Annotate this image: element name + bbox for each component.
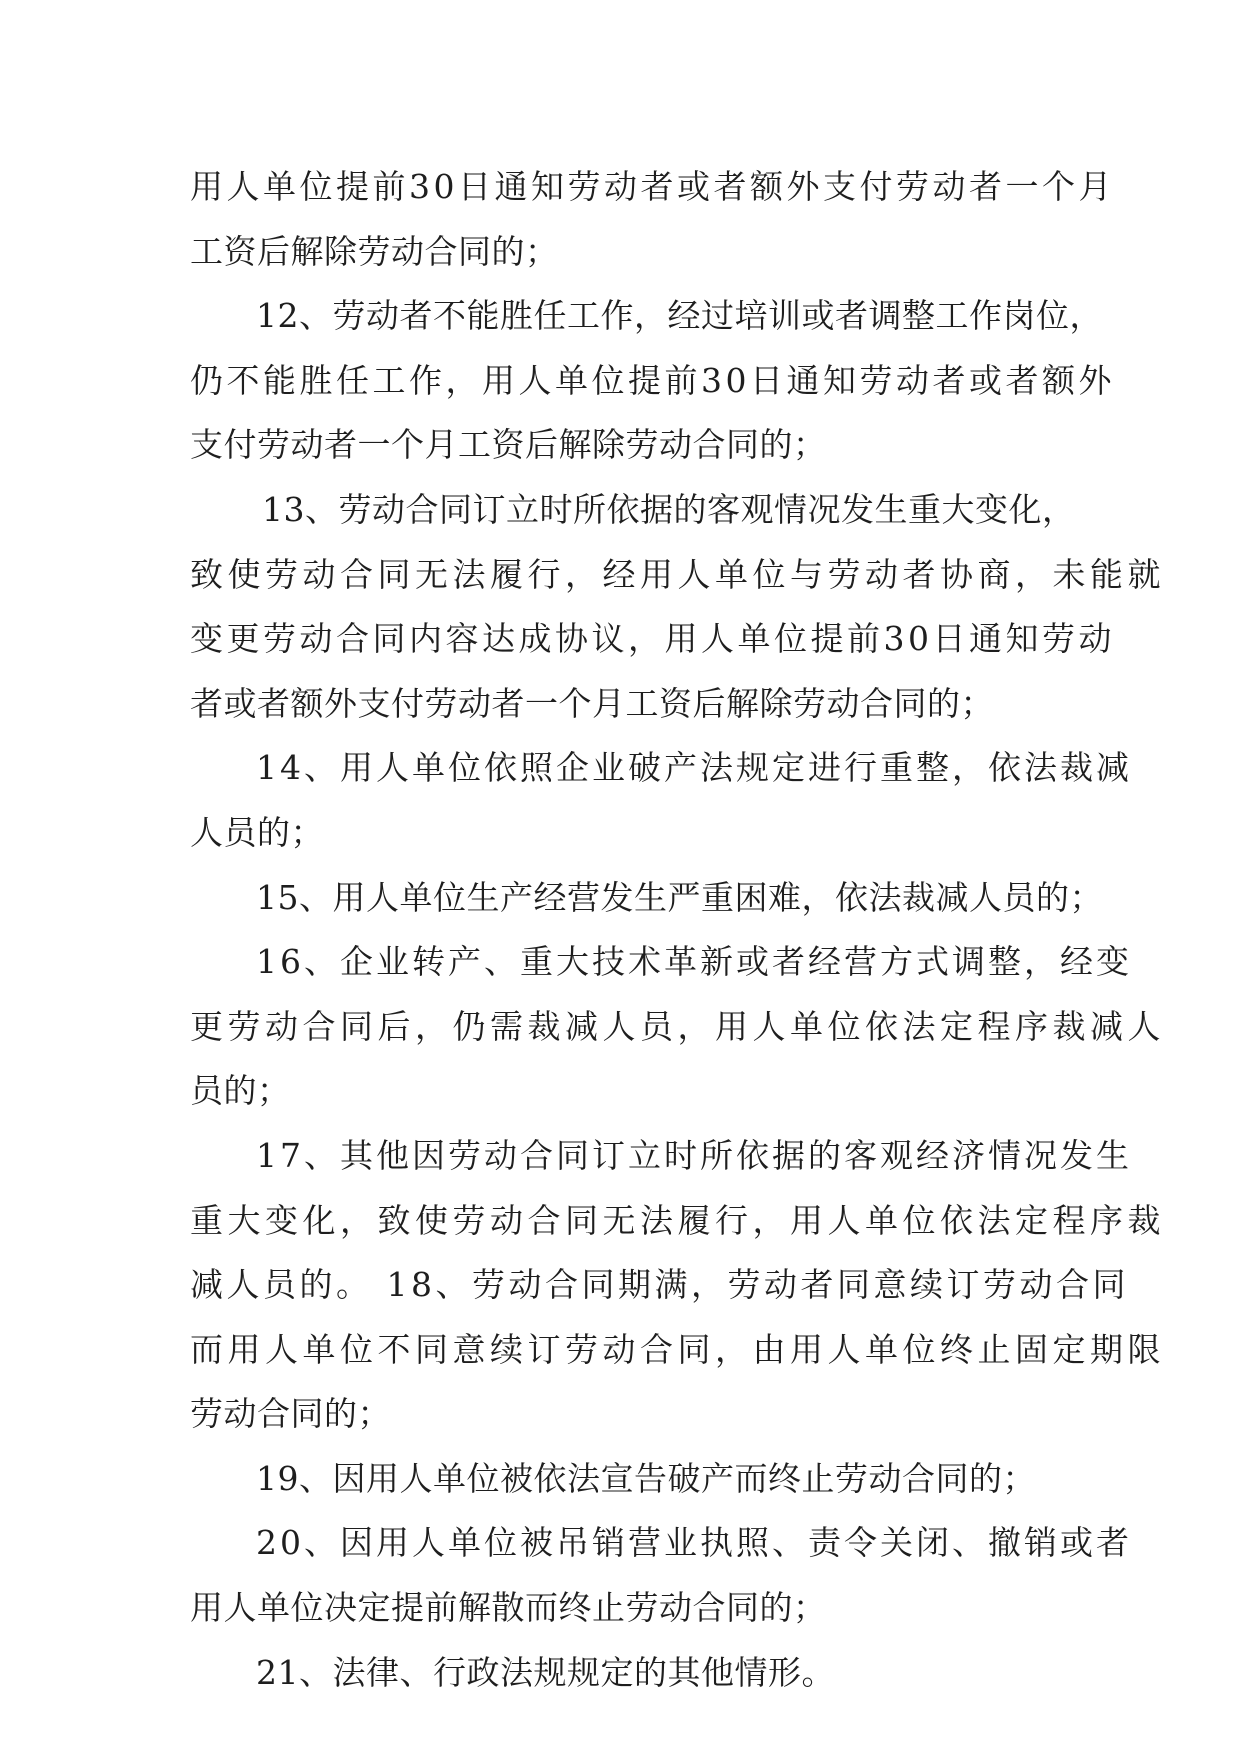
text-line: 16、企业转产、重大技术革新或者经营方式调整，经变 bbox=[256, 942, 1132, 982]
text-line: 12、劳动者不能胜任工作，经过培训或者调整工作岗位， bbox=[256, 296, 1103, 336]
text-line: 15、用人单位生产经营发生严重困难，依法裁减人员的； bbox=[256, 877, 1103, 917]
text-line: 仍不能胜任工作，用人单位提前30日通知劳动者或者额外 bbox=[190, 360, 1115, 400]
text-line: 人员的； bbox=[190, 812, 324, 852]
text-line: 者或者额外支付劳动者一个月工资后解除劳动合同的； bbox=[190, 683, 994, 723]
text-line: 用人单位提前30日通知劳动者或者额外支付劳动者一个月 bbox=[190, 167, 1115, 206]
text-line: 减人员的。 18、劳动合同期满，劳动者同意续订劳动合同 bbox=[190, 1265, 1129, 1305]
text-line: 支付劳动者一个月工资后解除劳动合同的； bbox=[190, 425, 827, 465]
text-line: 致使劳动合同无法履行，经用人单位与劳动者协商，未能就 bbox=[190, 554, 1165, 594]
text-line: 用人单位决定提前解散而终止劳动合同的； bbox=[190, 1588, 827, 1628]
text-line: 工资后解除劳动合同的； bbox=[190, 231, 559, 271]
text-line: 19、因用人单位被依法宣告破产而终止劳动合同的； bbox=[256, 1458, 1036, 1498]
text-line: 更劳动合同后，仍需裁减人员，用人单位依法定程序裁减人 bbox=[190, 1006, 1165, 1046]
text-line: 劳动合同的； bbox=[190, 1394, 391, 1434]
text-line: 20、因用人单位被吊销营业执照、责令关闭、撤销或者 bbox=[256, 1523, 1132, 1563]
text-line: 17、其他因劳动合同订立时所依据的客观经济情况发生 bbox=[256, 1135, 1132, 1175]
text-line: 14、用人单位依照企业破产法规定进行重整，依法裁减 bbox=[256, 748, 1132, 788]
document-body bbox=[190, 155, 1165, 1705]
text-line: 重大变化，致使劳动合同无法履行，用人单位依法定程序裁 bbox=[190, 1200, 1165, 1240]
text-line: 变更劳动合同内容达成协议，用人单位提前30日通知劳动 bbox=[190, 619, 1115, 659]
text-line: 员的； bbox=[190, 1071, 291, 1111]
text-line: 13、劳动合同订立时所依据的客观情况发生重大变化， bbox=[262, 489, 1076, 529]
text-line: 21、法律、行政法规规定的其他情形。 bbox=[256, 1652, 835, 1692]
text-line: 而用人单位不同意续订劳动合同，由用人单位终止固定期限 bbox=[190, 1329, 1165, 1369]
